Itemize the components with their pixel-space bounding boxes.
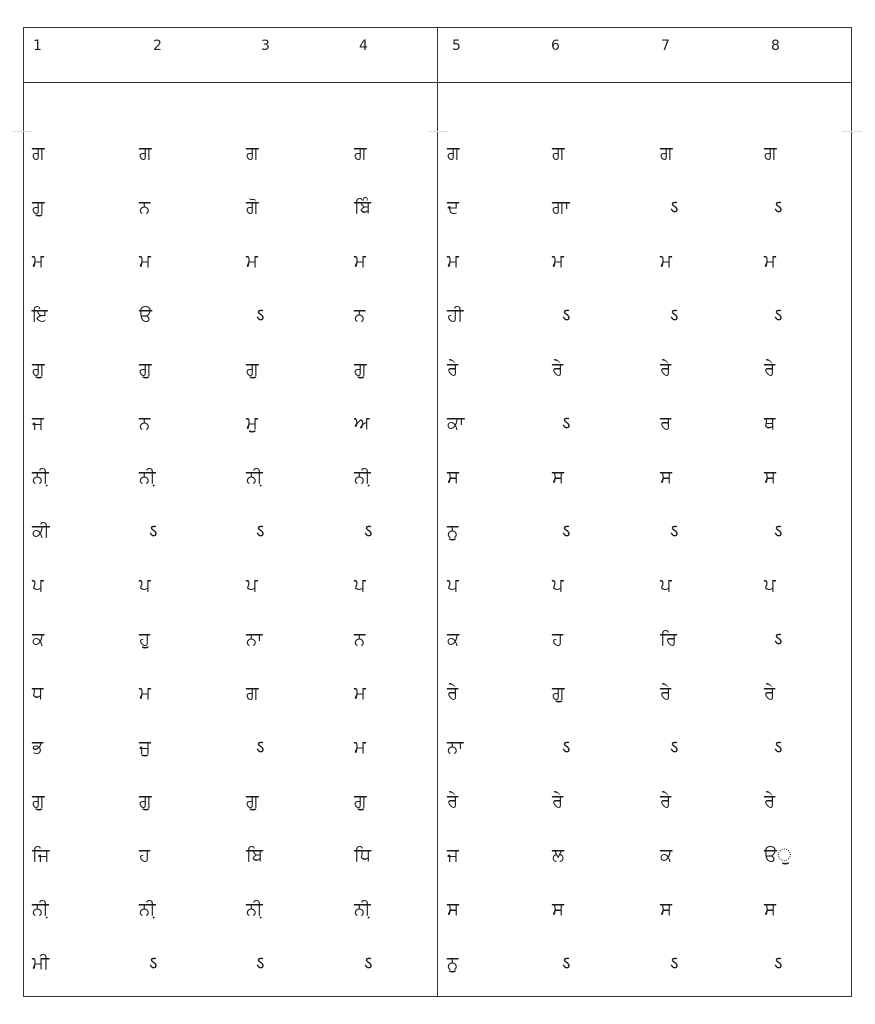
column-header-2: 2 [153,38,162,54]
notation-cell: ਸ [552,467,564,488]
notation-cell: ਗੁ [139,359,152,380]
notation-cell: ਮ [354,683,366,704]
notation-cell: ਮ [764,251,776,272]
notation-cell: ਗੁ [354,359,367,380]
notation-cell: ऽ [774,953,783,974]
notation-table [23,27,852,997]
notation-cell: ਮ [139,251,151,272]
notation-cell: ऽ [256,305,265,326]
notation-cell: ਨੀ਼ [246,899,263,920]
notation-cell: ਹ [552,629,564,650]
notation-cell: ਹ [139,845,151,866]
notation-cell: ਗੁ [139,791,152,812]
notation-cell: ਥ [764,413,776,434]
notation-cell: ऽ [774,737,783,758]
notation-cell: ऽ [670,521,679,542]
notation-cell: ਨ [354,629,366,650]
vibhag-divider [437,28,438,996]
notation-cell: ਗੁ [246,359,259,380]
notation-cell: ਰੇ [764,683,776,704]
notation-cell: ਗੁ [354,791,367,812]
column-header-5: 5 [452,38,461,54]
notation-cell: ੳ [139,305,153,326]
notation-cell: ਜ [32,413,44,434]
notation-cell: ਰੇ [660,791,672,812]
notation-cell: ऽ [562,413,571,434]
notation-cell: ਅ [354,413,370,434]
notation-cell: ਧਿ [354,845,372,866]
notation-cell: ਇ [32,305,48,326]
notation-cell: ऽ [670,953,679,974]
notation-cell: ਨੁ [447,521,459,542]
notation-cell: ਗ [32,143,45,164]
notation-cell: ਗ [246,683,259,704]
notation-cell: ਪ [660,575,672,596]
notation-cell: ऽ [670,305,679,326]
notation-cell: ਬਿੰ [354,197,372,218]
notation-cell: ਨ [139,413,151,434]
notation-cell: ऽ [774,305,783,326]
notation-cell: ਗ [764,143,777,164]
notation-cell: ਕ [447,629,460,650]
notation-cell: ਮੁ [246,413,258,434]
notation-cell: ੳੁ [764,845,792,866]
notation-cell: ऽ [256,953,265,974]
notation-cell: ਸ [660,899,672,920]
notation-cell: ਪ [139,575,151,596]
notation-cell: ਮ [139,683,151,704]
notation-cell: ਲ [552,845,565,866]
notation-cell: ऽ [562,521,571,542]
notation-cell: ਪ [447,575,459,596]
notation-cell: ਨੀ਼ [32,467,49,488]
notation-cell: ਗਾ [552,197,570,218]
notation-cell: ऽ [149,953,158,974]
notation-cell: ਮ [32,251,44,272]
notation-cell: ਬਿ [246,845,264,866]
notation-cell: ਗੁ [32,359,45,380]
margin-tick [842,131,862,132]
notation-cell: ਸ [552,899,564,920]
column-header-3: 3 [261,38,270,54]
margin-tick [428,131,448,132]
notation-cell: ऽ [670,197,679,218]
notation-cell: ਸ [764,467,776,488]
notation-cell: ਗੁ [246,791,259,812]
notation-cell: ਦ [447,197,459,218]
column-header-4: 4 [359,38,368,54]
notation-cell: ऽ [774,629,783,650]
notation-cell: ਗ [552,143,565,164]
notation-cell: ਨਾ [447,737,464,758]
notation-cell: ऽ [149,521,158,542]
notation-cell: ਗੁ [32,197,45,218]
notation-cell: ਹੁ [139,629,151,650]
notation-cell: ਰੇ [660,683,672,704]
notation-cell: ਪ [552,575,564,596]
notation-cell: ਹੀ [447,305,464,326]
notation-cell: ਨ [354,305,366,326]
notation-cell: ਨੀ਼ [354,467,371,488]
notation-cell: ਰੇ [447,359,459,380]
notation-cell: ਰੇ [447,791,459,812]
notation-cell: ऽ [562,953,571,974]
notation-cell: ਕ [32,629,45,650]
notation-cell: ਜ [447,845,459,866]
notation-cell: ਮੀ [32,953,50,974]
notation-cell: ਸ [660,467,672,488]
notation-cell: ਗ [246,143,259,164]
notation-cell: ऽ [256,521,265,542]
notation-cell: ਕੀ [32,521,50,542]
notation-cell: ऽ [774,197,783,218]
notation-cell: ਭ [32,737,44,758]
notation-cell: ਰ [660,413,672,434]
notation-cell: ऽ [562,737,571,758]
notation-cell: ऽ [774,521,783,542]
notation-cell: ਕ [660,845,673,866]
notation-cell: ਸ [447,899,459,920]
notation-cell: ऽ [364,953,373,974]
notation-cell: ਰੇ [764,791,776,812]
notation-cell: ਪ [354,575,366,596]
notation-cell: ਨਾ [246,629,263,650]
notation-cell: ਪ [246,575,258,596]
notation-cell: ਕਾ [447,413,465,434]
notation-cell: ਸ [764,899,776,920]
notation-cell: ਗ [447,143,460,164]
notation-cell: ਧ [32,683,44,704]
notation-cell: ऽ [670,737,679,758]
notation-cell: ਜਿ [32,845,50,866]
notation-cell: ਪ [32,575,44,596]
notation-cell: ਗੋ [246,197,259,218]
notation-cell: ਰੇ [764,359,776,380]
notation-cell: ऽ [256,737,265,758]
notation-cell: ਨੁ [447,953,459,974]
header-divider [24,82,851,83]
margin-tick [12,131,32,132]
notation-cell: ਰੇ [552,791,564,812]
notation-cell: ਰੇ [660,359,672,380]
notation-cell: ਰੇ [447,683,459,704]
notation-cell: ਨੀ਼ [246,467,263,488]
notation-cell: ਪ [764,575,776,596]
notation-cell: ਮ [552,251,564,272]
notation-cell: ਸ [447,467,459,488]
column-header-1: 1 [33,38,42,54]
notation-cell: ਰੇ [552,359,564,380]
column-header-7: 7 [661,38,670,54]
notation-cell: ਮ [660,251,672,272]
notation-cell: ਗ [660,143,673,164]
notation-cell: ਮ [246,251,258,272]
notation-cell: ਮ [447,251,459,272]
notation-cell: ਰਿ [660,629,677,650]
notation-cell: ऽ [562,305,571,326]
column-header-8: 8 [771,38,780,54]
notation-cell: ਮ [354,737,366,758]
notation-cell: ਨੀ਼ [32,899,49,920]
notation-cell: ਨੀ਼ [139,899,156,920]
notation-cell: ਨੀ਼ [354,899,371,920]
notation-cell: ਗ [139,143,152,164]
column-header-6: 6 [551,38,560,54]
notation-cell: ਨੀ਼ [139,467,156,488]
notation-cell: ऽ [364,521,373,542]
notation-cell: ਮ [354,251,366,272]
notation-cell: ਗੁ [552,683,565,704]
notation-cell: ਜੁ [139,737,151,758]
notation-cell: ਗ [354,143,367,164]
notation-cell: ਨ [139,197,151,218]
notation-cell: ਗੁ [32,791,45,812]
